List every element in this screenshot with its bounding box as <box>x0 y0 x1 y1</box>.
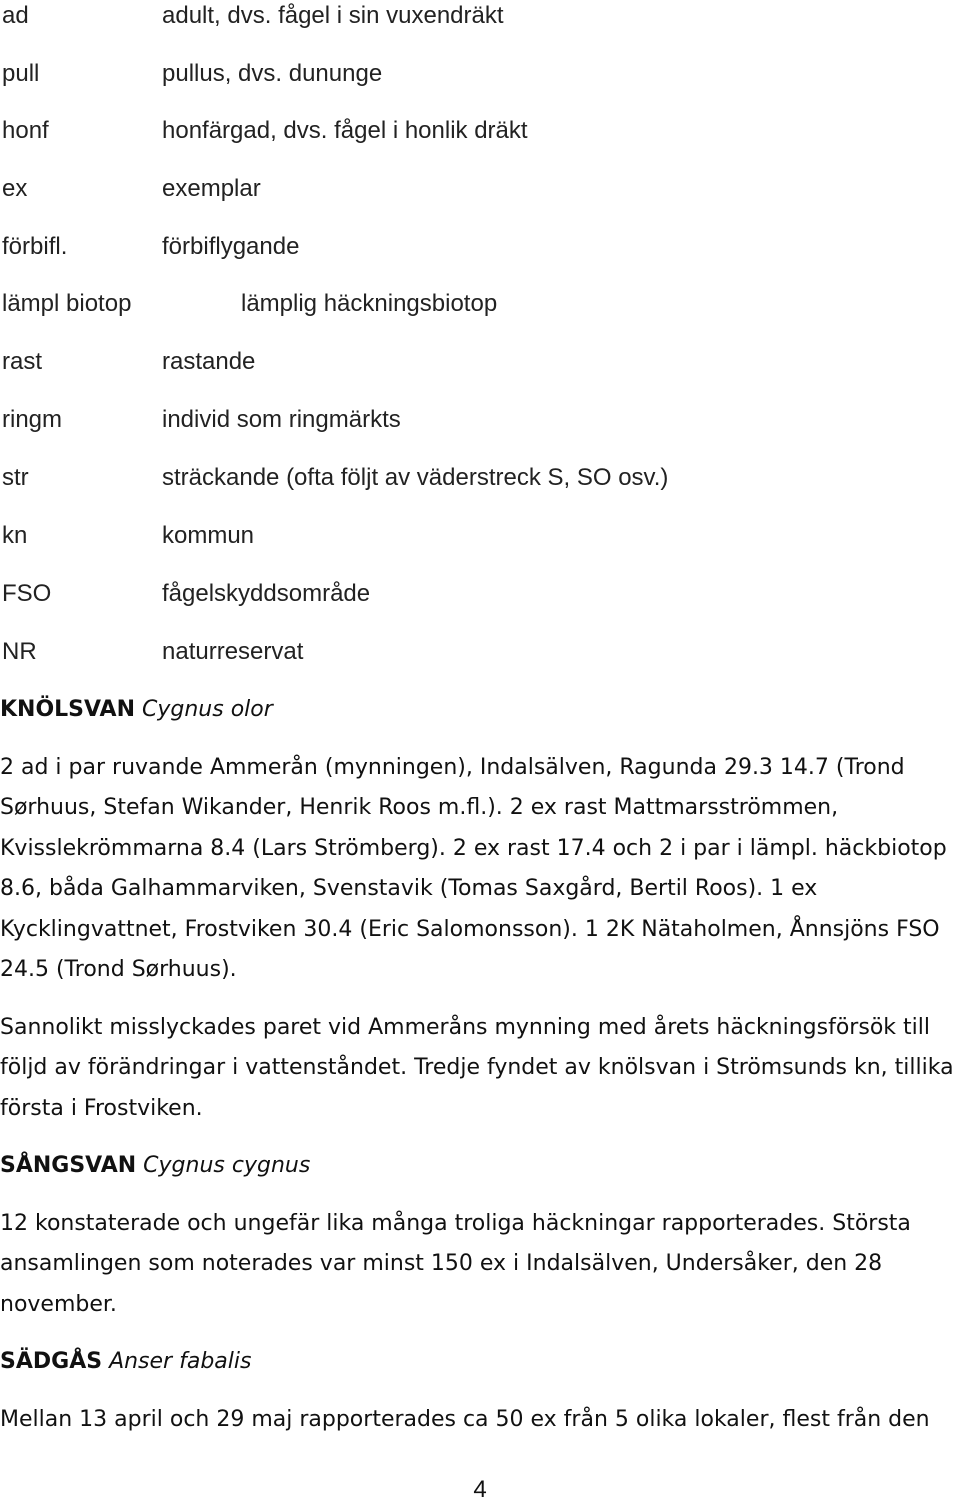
abbreviation-value: exemplar <box>162 175 261 202</box>
abbreviation-key: förbifl. <box>2 233 68 260</box>
species-heading <box>0 1342 958 1383</box>
abbreviation-value: naturreservat <box>162 638 304 665</box>
species-heading <box>0 1146 958 1187</box>
species-name: SÅNGSVAN <box>0 1153 137 1178</box>
species-paragraph: 2 ad i par ruvande Ammerån (mynningen), Indalsälven, Ragunda 29.3 14.7 (Trond Sørhuus, Stefan Wikander, Henrik Roos m.fl.). 2 ex rast Mattmarsströmmen, Kvisslekrömmarna 8.4 (Lars Strömberg). 2 ex rast 17.4 och 2 i par i lämpl. häckbiotop 8.6, båda Galhammarviken, Svenstavik (Tomas Saxgård, Bertil Roos). 1 ex Kycklingvattnet, Frostviken 30.4 (Eric Salomonsson). 1 2K Nätaholmen, Ånnsjöns FSO 24.5 (Trond Sørhuus). <box>0 754 947 982</box>
species-accounts <box>0 690 958 1440</box>
abbreviation-key: honf <box>2 117 49 144</box>
abbreviation-value: pullus, dvs. dununge <box>162 60 383 87</box>
abbreviation-value: honfärgad, dvs. fågel i honlik dräkt <box>162 117 528 144</box>
abbreviation-key: FSO <box>2 580 52 607</box>
abbreviation-value: adult, dvs. fågel i sin vuxendräkt <box>162 2 504 29</box>
species-heading <box>0 690 958 731</box>
abbreviation-value: lämplig häckningsbiotop <box>241 290 498 317</box>
abbreviation-value: förbiflygande <box>162 233 300 260</box>
abbreviation-value: rastande <box>162 348 256 375</box>
abbreviation-key: NR <box>2 638 37 665</box>
abbreviation-key: rast <box>2 348 43 375</box>
abbreviation-key: str <box>2 464 29 491</box>
species-latin-name: Cygnus olor <box>142 697 273 722</box>
page-number: 4 <box>473 1476 487 1503</box>
abbreviation-key: ringm <box>2 406 63 433</box>
abbreviation-key: pull <box>2 60 40 87</box>
species-paragraph: Sannolikt misslyckades paret vid Ammeråns mynning med årets häckningsförsök till följd av förändringar i vattenståndet. Tredje fyndet av knölsvan i Strömsunds kn, tillika första i Frostviken. <box>0 1014 954 1121</box>
abbreviation-key: lämpl biotop <box>2 290 132 317</box>
abbreviation-value: kommun <box>162 522 255 549</box>
abbreviation-key: ad <box>2 2 29 29</box>
species-paragraph: 12 konstaterade och ungefär lika många troliga häckningar rapporterades. Största ansamlingen som noterades var minst 150 ex i Indalsälven, Undersåker, den 28 november. <box>0 1210 911 1317</box>
species-name: SÄDGÅS <box>0 1349 103 1374</box>
species-latin-name: Cygnus cygnus <box>143 1153 311 1178</box>
abbreviation-list <box>0 0 960 680</box>
abbreviation-value: individ som ringmärkts <box>162 406 401 433</box>
abbreviation-value: fågelskyddsområde <box>162 580 371 607</box>
abbreviation-key: ex <box>2 175 28 202</box>
species-latin-name: Anser fabalis <box>109 1349 252 1374</box>
species-paragraph: Mellan 13 april och 29 maj rapporterades ca 50 ex från 5 olika lokaler, flest från den <box>0 1406 930 1432</box>
species-name: KNÖLSVAN <box>0 697 135 722</box>
abbreviation-value: sträckande (ofta följt av väderstreck S, SO osv.) <box>162 464 669 491</box>
abbreviation-key: kn <box>2 522 28 549</box>
